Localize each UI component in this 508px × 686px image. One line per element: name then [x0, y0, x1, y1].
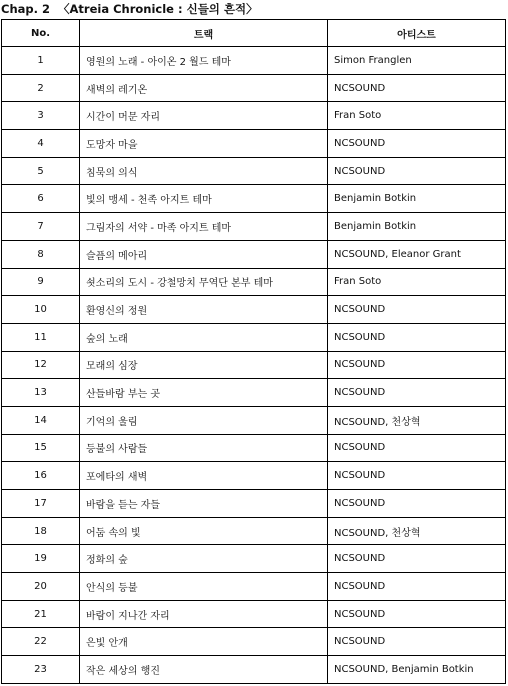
table-row: [2, 490, 506, 518]
table-row: [2, 102, 506, 130]
table-row: [2, 573, 506, 601]
track-title: 모래의 심장: [80, 351, 328, 379]
track-number: 12: [2, 351, 80, 379]
track-title: 도망자 마을: [80, 130, 328, 158]
track-number: 15: [2, 434, 80, 462]
track-title: 쇳소리의 도시 - 강철망치 무역단 본부 테마: [80, 268, 328, 296]
track-title: 슬픔의 메아리: [80, 240, 328, 268]
table-row: [2, 157, 506, 185]
track-artist: NCSOUND: [328, 379, 506, 407]
track-title: 시간이 머문 자리: [80, 102, 328, 130]
track-number: 20: [2, 573, 80, 601]
track-title: 안식의 등불: [80, 573, 328, 601]
track-artist: NCSOUND: [328, 600, 506, 628]
chapter-title: 〈Atreia Chronicle : 신들의 흔적〉: [58, 2, 258, 16]
track-number: 9: [2, 268, 80, 296]
chapter-label: Chap. 2: [1, 2, 50, 16]
track-title: 어둠 속의 빛: [80, 517, 328, 545]
track-artist: NCSOUND: [328, 74, 506, 102]
table-row: [2, 379, 506, 407]
table-row: [2, 545, 506, 573]
track-artist: Fran Soto: [328, 102, 506, 130]
track-number: 19: [2, 545, 80, 573]
track-title: 정화의 숲: [80, 545, 328, 573]
track-title: 새벽의 레기온: [80, 74, 328, 102]
track-title: 바람을 듣는 자들: [80, 490, 328, 518]
table-row: [2, 130, 506, 158]
track-artist: NCSOUND: [328, 351, 506, 379]
track-title: 빛의 맹세 - 천족 아지트 테마: [80, 185, 328, 213]
track-number: 10: [2, 296, 80, 324]
track-artist: NCSOUND, 천상혁: [328, 517, 506, 545]
track-artist: NCSOUND: [328, 628, 506, 656]
track-title: 침묵의 의식: [80, 157, 328, 185]
track-number: 6: [2, 185, 80, 213]
track-number: 14: [2, 406, 80, 434]
table-row: [2, 268, 506, 296]
table-row: [2, 462, 506, 490]
table-row: [2, 323, 506, 351]
table-body: [2, 47, 506, 684]
table-row: [2, 47, 506, 75]
page-heading: [1, 0, 258, 18]
table-row: [2, 434, 506, 462]
track-artist: NCSOUND: [328, 130, 506, 158]
track-artist: NCSOUND: [328, 157, 506, 185]
track-title: 그림자의 서약 - 마족 아지트 테마: [80, 213, 328, 241]
table-row: [2, 74, 506, 102]
track-title: 영원의 노래 - 아이온 2 월드 테마: [80, 47, 328, 75]
column-header-track: 트랙: [80, 20, 328, 47]
table-row: [2, 296, 506, 324]
track-title: 바람이 지나간 자리: [80, 600, 328, 628]
track-artist: NCSOUND: [328, 545, 506, 573]
track-number: 21: [2, 600, 80, 628]
table-row: [2, 240, 506, 268]
track-title: 포에타의 새벽: [80, 462, 328, 490]
table-row: [2, 656, 506, 684]
track-number: 16: [2, 462, 80, 490]
track-number: 5: [2, 157, 80, 185]
track-number: 23: [2, 656, 80, 684]
track-number: 3: [2, 102, 80, 130]
table-row: [2, 185, 506, 213]
track-artist: NCSOUND, 천상혁: [328, 406, 506, 434]
track-number: 1: [2, 47, 80, 75]
table-row: [2, 406, 506, 434]
track-artist: NCSOUND: [328, 434, 506, 462]
track-number: 8: [2, 240, 80, 268]
table-row: [2, 628, 506, 656]
table-row: [2, 213, 506, 241]
table-header-row: [2, 20, 506, 47]
track-number: 11: [2, 323, 80, 351]
track-number: 2: [2, 74, 80, 102]
track-title: 작은 세상의 행진: [80, 656, 328, 684]
track-title: 등불의 사람들: [80, 434, 328, 462]
track-title: 산들바람 부는 곳: [80, 379, 328, 407]
track-artist: Simon Franglen: [328, 47, 506, 75]
track-number: 4: [2, 130, 80, 158]
track-artist: Benjamin Botkin: [328, 213, 506, 241]
track-title: 숲의 노래: [80, 323, 328, 351]
table-row: [2, 600, 506, 628]
track-number: 13: [2, 379, 80, 407]
table-row: [2, 351, 506, 379]
track-artist: NCSOUND: [328, 462, 506, 490]
track-title: 은빛 안개: [80, 628, 328, 656]
track-artist: NCSOUND: [328, 296, 506, 324]
track-number: 17: [2, 490, 80, 518]
track-number: 18: [2, 517, 80, 545]
track-artist: Fran Soto: [328, 268, 506, 296]
track-title: 환영신의 정원: [80, 296, 328, 324]
table-row: [2, 517, 506, 545]
track-artist: NCSOUND, Benjamin Botkin: [328, 656, 506, 684]
track-artist: Benjamin Botkin: [328, 185, 506, 213]
track-number: 7: [2, 213, 80, 241]
track-number: 22: [2, 628, 80, 656]
column-header-no: No.: [2, 20, 80, 47]
column-header-artist: 아티스트: [328, 20, 506, 47]
track-artist: NCSOUND: [328, 323, 506, 351]
track-artist: NCSOUND: [328, 490, 506, 518]
tracklist-table: [1, 19, 506, 684]
track-artist: NCSOUND: [328, 573, 506, 601]
track-title: 기억의 울림: [80, 406, 328, 434]
track-artist: NCSOUND, Eleanor Grant: [328, 240, 506, 268]
